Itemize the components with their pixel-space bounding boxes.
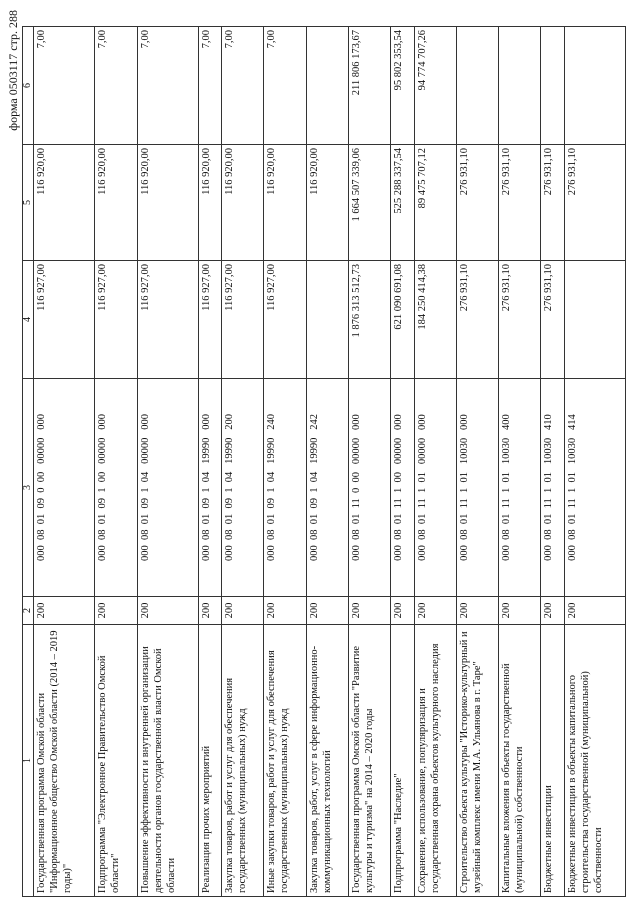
row-name: Бюджетные инвестиции <box>541 625 564 897</box>
table-row <box>391 27 414 897</box>
column-number: 4 <box>23 261 34 379</box>
unexecuted-amount: 94 774 707,26 <box>414 27 456 145</box>
classification-code: 000 08 01 11 1 01 10030 410 <box>541 379 564 597</box>
classification-code: 000 08 01 11 1 01 10030 400 <box>499 379 541 597</box>
executed-amount: 276 931,10 <box>499 145 541 261</box>
approved-amount: 276 931,10 <box>499 261 541 379</box>
row-name: Государственная программа Омской области "Развитие культуры и туризма" на 2014 – 2020 годы <box>348 625 390 897</box>
executed-amount: 116 920,00 <box>222 145 264 261</box>
classification-code: 000 08 01 11 1 00 00000 000 <box>391 379 414 597</box>
approved-amount: 276 931,10 <box>456 261 498 379</box>
unexecuted-amount <box>306 27 348 145</box>
row-name: Капитальные вложения в объекты государственной (муниципальной) собственности <box>499 625 541 897</box>
line-code: 200 <box>306 597 348 625</box>
unexecuted-amount: 7,00 <box>95 27 137 145</box>
classification-code: 000 08 01 11 1 01 10030 000 <box>456 379 498 597</box>
row-name: Сохранение, использование, популяризация и государственная охрана объектов культурного наследия <box>414 625 456 897</box>
table-row <box>222 27 264 897</box>
classification-code: 000 08 01 11 0 00 00000 000 <box>348 379 390 597</box>
executed-amount: 1 664 507 339,06 <box>348 145 390 261</box>
line-code: 200 <box>456 597 498 625</box>
approved-amount: 116 927,00 <box>95 261 137 379</box>
line-code: 200 <box>264 597 306 625</box>
row-name: Закупка товаров, работ, услуг в сфере информационно-коммуникационных технологий <box>306 625 348 897</box>
column-number-row <box>23 27 34 897</box>
table-row <box>541 27 564 897</box>
line-code: 200 <box>34 597 95 625</box>
approved-amount: 116 927,00 <box>137 261 198 379</box>
column-number: 5 <box>23 145 34 261</box>
unexecuted-amount: 7,00 <box>198 27 221 145</box>
approved-amount: 116 927,00 <box>222 261 264 379</box>
approved-amount <box>564 261 625 379</box>
approved-amount <box>306 261 348 379</box>
unexecuted-amount: 7,00 <box>34 27 95 145</box>
executed-amount: 89 475 707,12 <box>414 145 456 261</box>
row-name: Бюджетные инвестиции в объекты капитального строительства государственной (муниципальной) собственности <box>564 625 625 897</box>
line-code: 200 <box>95 597 137 625</box>
unexecuted-amount: 7,00 <box>264 27 306 145</box>
form-reference: форма 0503117 стр. 288 <box>6 10 20 131</box>
table-body <box>34 27 626 897</box>
row-name: Повышение эффективности и внутренней организации деятельности органов государственной власти Омской области <box>137 625 198 897</box>
row-name: Государственная программа Омской области "Информационное общество Омской области (2014 – 2019 годы)" <box>34 625 95 897</box>
unexecuted-amount <box>541 27 564 145</box>
unexecuted-amount <box>564 27 625 145</box>
approved-amount: 276 931,10 <box>541 261 564 379</box>
classification-code: 000 08 01 11 1 01 10030 414 <box>564 379 625 597</box>
classification-code: 000 08 01 09 1 04 00000 000 <box>137 379 198 597</box>
line-code: 200 <box>391 597 414 625</box>
approved-amount: 621 090 691,08 <box>391 261 414 379</box>
table-row <box>306 27 348 897</box>
classification-code: 000 08 01 09 1 00 00000 000 <box>95 379 137 597</box>
table-row <box>456 27 498 897</box>
approved-amount: 116 927,00 <box>264 261 306 379</box>
executed-amount: 116 920,00 <box>198 145 221 261</box>
table-row <box>198 27 221 897</box>
line-code: 200 <box>222 597 264 625</box>
classification-code: 000 08 01 11 1 01 00000 000 <box>414 379 456 597</box>
table-row <box>564 27 625 897</box>
column-number: 3 <box>23 379 34 597</box>
table-row <box>137 27 198 897</box>
classification-code: 000 08 01 09 1 04 19990 242 <box>306 379 348 597</box>
column-number: 2 <box>23 597 34 625</box>
table-row <box>264 27 306 897</box>
approved-amount: 1 876 313 512,73 <box>348 261 390 379</box>
executed-amount: 116 920,00 <box>264 145 306 261</box>
executed-amount: 525 288 337,54 <box>391 145 414 261</box>
row-name: Закупка товаров, работ и услуг для обеспечения государственных (муниципальных) нужд <box>222 625 264 897</box>
table-row <box>499 27 541 897</box>
column-number: 1 <box>23 625 34 897</box>
approved-amount: 116 927,00 <box>198 261 221 379</box>
classification-code: 000 08 01 09 0 00 00000 000 <box>34 379 95 597</box>
executed-amount: 276 931,10 <box>564 145 625 261</box>
executed-amount: 276 931,10 <box>456 145 498 261</box>
table-row <box>414 27 456 897</box>
line-code: 200 <box>137 597 198 625</box>
table-row <box>34 27 95 897</box>
row-name: Иные закупки товаров, работ и услуг для обеспечения государственных (муниципальных) нужд <box>264 625 306 897</box>
executed-amount: 116 920,00 <box>137 145 198 261</box>
table-row <box>348 27 390 897</box>
unexecuted-amount: 95 802 353,54 <box>391 27 414 145</box>
row-name: Строительство объекта культуры "Историко-культурный и музейный комплекс имени М.А. Ульянова в г. Таре" <box>456 625 498 897</box>
budget-table <box>22 26 626 897</box>
line-code: 200 <box>499 597 541 625</box>
approved-amount: 116 927,00 <box>34 261 95 379</box>
row-name: Подпрограмма "Электронное Правительство Омской области" <box>95 625 137 897</box>
unexecuted-amount <box>499 27 541 145</box>
line-code: 200 <box>348 597 390 625</box>
executed-amount: 116 920,00 <box>34 145 95 261</box>
executed-amount: 116 920,00 <box>306 145 348 261</box>
unexecuted-amount: 7,00 <box>222 27 264 145</box>
table-row <box>95 27 137 897</box>
line-code: 200 <box>198 597 221 625</box>
row-name: Реализация прочих мероприятий <box>198 625 221 897</box>
classification-code: 000 08 01 09 1 04 19990 240 <box>264 379 306 597</box>
unexecuted-amount: 211 806 173,67 <box>348 27 390 145</box>
row-name: Подпрограмма "Наследие" <box>391 625 414 897</box>
classification-code: 000 08 01 09 1 04 19990 200 <box>222 379 264 597</box>
line-code: 200 <box>541 597 564 625</box>
unexecuted-amount: 7,00 <box>137 27 198 145</box>
executed-amount: 116 920,00 <box>95 145 137 261</box>
approved-amount: 184 250 414,38 <box>414 261 456 379</box>
column-number: 6 <box>23 27 34 145</box>
executed-amount: 276 931,10 <box>541 145 564 261</box>
line-code: 200 <box>564 597 625 625</box>
classification-code: 000 08 01 09 1 04 19990 000 <box>198 379 221 597</box>
line-code: 200 <box>414 597 456 625</box>
table-container <box>22 27 626 897</box>
unexecuted-amount <box>456 27 498 145</box>
